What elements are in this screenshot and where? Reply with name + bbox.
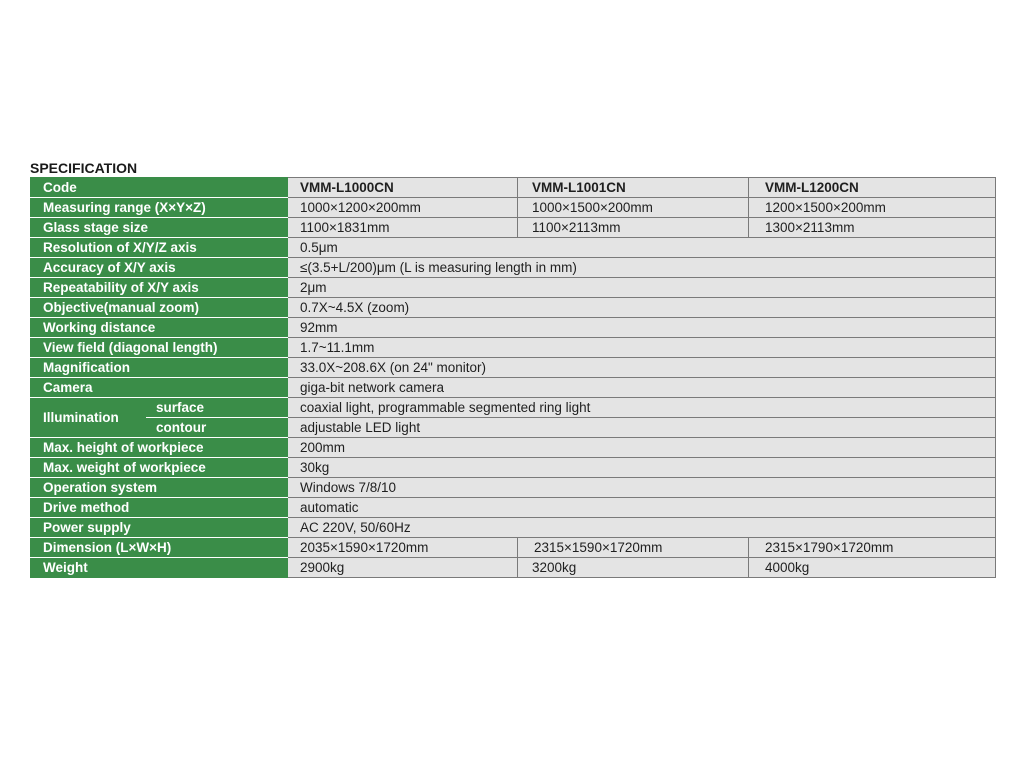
label-objective: Objective(manual zoom) [31, 298, 288, 318]
glass-stage-3: 1300×2113mm [749, 218, 996, 238]
label-working-distance: Working distance [31, 318, 288, 338]
row-working-distance [31, 318, 996, 338]
label-view-field: View field (diagonal length) [31, 338, 288, 358]
row-os [31, 478, 996, 498]
row-resolution [31, 238, 996, 258]
camera-value: giga-bit network camera [288, 378, 996, 398]
label-repeatability: Repeatability of X/Y axis [31, 278, 288, 298]
model-3: VMM-L1200CN [749, 178, 996, 198]
label-code: Code [31, 178, 288, 198]
label-illumination-surface: surface [146, 398, 288, 418]
row-weight [31, 558, 996, 578]
row-illumination-surface [31, 398, 996, 418]
label-measuring-range: Measuring range (X×Y×Z) [31, 198, 288, 218]
row-camera [31, 378, 996, 398]
drive-value: automatic [288, 498, 996, 518]
spec-heading: SPECIFICATION [30, 160, 138, 176]
model-1: VMM-L1000CN [288, 178, 518, 198]
power-value: AC 220V, 50/60Hz [288, 518, 996, 538]
weight-2: 3200kg [518, 558, 749, 578]
label-power: Power supply [31, 518, 288, 538]
measuring-range-2: 1000×1500×200mm [518, 198, 749, 218]
measuring-range-1: 1000×1200×200mm [288, 198, 518, 218]
max-height-value: 200mm [288, 438, 996, 458]
resolution-value: 0.5μm [288, 238, 996, 258]
label-max-weight: Max. weight of workpiece [31, 458, 288, 478]
row-max-weight [31, 458, 996, 478]
label-glass-stage: Glass stage size [31, 218, 288, 238]
illumination-surface-value: coaxial light, programmable segmented ring light [288, 398, 996, 418]
magnification-value: 33.0X~208.6X (on 24" monitor) [288, 358, 996, 378]
dimension-3: 2315×1790×1720mm [749, 538, 996, 558]
row-power [31, 518, 996, 538]
dimension-1: 2035×1590×1720mm [288, 538, 518, 558]
label-illumination-contour: contour [146, 418, 288, 438]
row-illumination-contour [31, 418, 996, 438]
spec-table [30, 177, 996, 578]
row-objective [31, 298, 996, 318]
model-2: VMM-L1001CN [518, 178, 749, 198]
row-measuring-range [31, 198, 996, 218]
row-max-height [31, 438, 996, 458]
label-illumination: Illumination [31, 398, 146, 438]
weight-1: 2900kg [288, 558, 518, 578]
label-drive: Drive method [31, 498, 288, 518]
glass-stage-1: 1100×1831mm [288, 218, 518, 238]
row-dimension [31, 538, 996, 558]
weight-3: 4000kg [749, 558, 996, 578]
dimension-2: 2315×1590×1720mm [518, 538, 749, 558]
label-accuracy: Accuracy of X/Y axis [31, 258, 288, 278]
label-magnification: Magnification [31, 358, 288, 378]
row-glass-stage [31, 218, 996, 238]
measuring-range-3: 1200×1500×200mm [749, 198, 996, 218]
repeatability-value: 2μm [288, 278, 996, 298]
row-repeatability [31, 278, 996, 298]
view-field-value: 1.7~11.1mm [288, 338, 996, 358]
row-view-field [31, 338, 996, 358]
os-value: Windows 7/8/10 [288, 478, 996, 498]
row-accuracy [31, 258, 996, 278]
objective-value: 0.7X~4.5X (zoom) [288, 298, 996, 318]
label-dimension: Dimension (L×W×H) [31, 538, 288, 558]
label-max-height: Max. height of workpiece [31, 438, 288, 458]
accuracy-value: ≤(3.5+L/200)μm (L is measuring length in mm) [288, 258, 996, 278]
max-weight-value: 30kg [288, 458, 996, 478]
label-weight: Weight [31, 558, 288, 578]
row-drive [31, 498, 996, 518]
glass-stage-2: 1100×2113mm [518, 218, 749, 238]
label-resolution: Resolution of X/Y/Z axis [31, 238, 288, 258]
label-os: Operation system [31, 478, 288, 498]
illumination-contour-value: adjustable LED light [288, 418, 996, 438]
working-distance-value: 92mm [288, 318, 996, 338]
row-magnification [31, 358, 996, 378]
label-camera: Camera [31, 378, 288, 398]
row-code [31, 178, 996, 198]
